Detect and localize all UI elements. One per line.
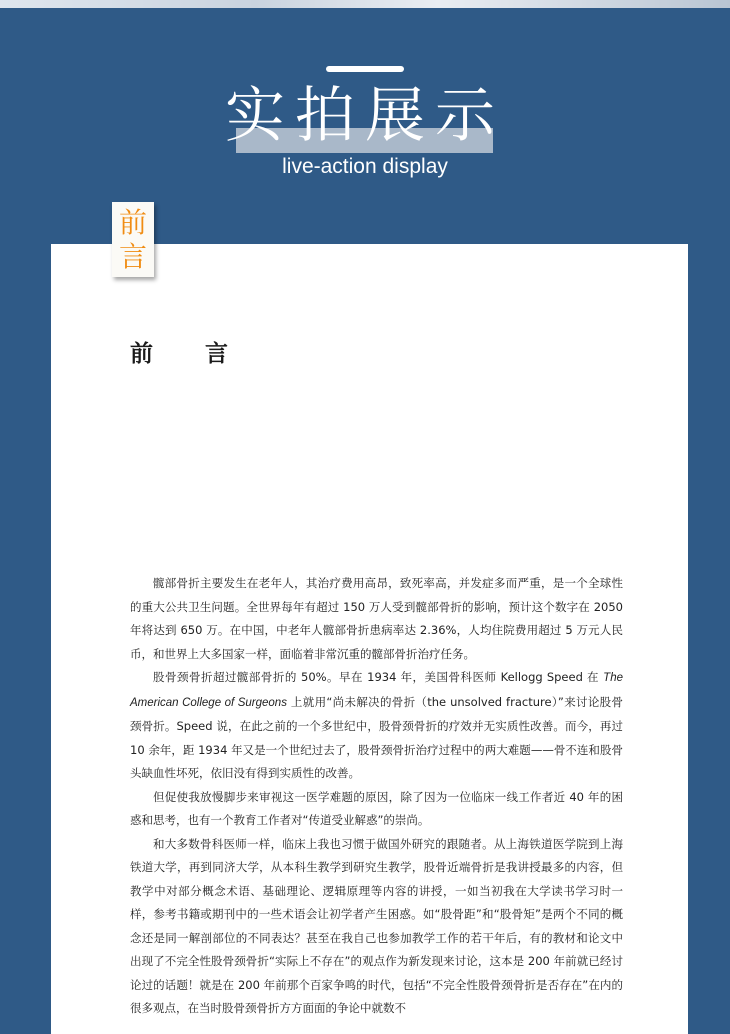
section-title: 实拍展示 <box>225 81 505 151</box>
section-subtitle: live-action display <box>282 155 448 178</box>
paragraph-1: 髋部骨折主要发生在老年人，其治疗费用高昂，致死率高，并发症多而严重，是一个全球性的重大公共卫生问题。全世界每年有超过 150 万人受到髋部骨折的影响，预计这个数字在 2050 年将达到 650 万。在中国，中老年人髋部骨折患病率达 2.36%，人均住院费用超过 5 万元人民币，和世界上大多国家一样，面临着非常沉重的髋部骨折治疗任务。 <box>130 576 623 661</box>
paragraph-2-after: 上就用“尚未解决的骨折（the unsolved fracture）”来讨论股骨颈骨折。Speed 说，在此之前的一个多世纪中，股骨颈骨折的疗效并无实质性改善。而今，再过 10 余年，距 1934 年又是一个世纪过去了，股骨颈骨折治疗过程中的两大难题——骨不连和股骨头缺血性坏死，依旧没有得到实质性的改善。 <box>130 694 623 780</box>
document-body <box>130 572 623 1021</box>
paragraph-2 <box>130 666 623 786</box>
preface-tag-char-1: 前 <box>118 205 147 239</box>
preface-tag-char-2: 言 <box>118 239 147 273</box>
preface-tag <box>112 202 154 277</box>
paragraph-2-before: 股骨颈骨折超过髋部骨折的 50%。早在 1934 年，美国骨科医师 Kellogg Speed 在 <box>153 670 604 684</box>
paragraph-4: 和大多数骨科医师一样，临床上我也习惯于做国外研究的跟随者。从上海铁道医学院到上海铁道大学，再到同济大学，从本科生教学到研究生教学，股骨近端骨折是我讲授最多的内容，但教学中对部分概念术语、基础理论、逻辑原理等内容的讲授，一如当初我在大学读书学习时一样，参考书籍或期刊中的一些术语会让初学者产生困惑。如“股骨距”和“股骨矩”是两个不同的概念还是同一解剖部位的不同表达？甚至在我自己也参加教学工作的若干年后，有的教材和论文中出现了不完全性股骨颈骨折“实际上不存在”的观点作为新发现来讨论，这本是 200 年前就已经讨论过的话题！就是在 200 年前那个百家争鸣的时代，包括“不完全性股骨颈骨折是否存在”在内的很多观点，在当时股骨颈骨折方方面面的争论中就数不 <box>130 836 623 1015</box>
journal-title: The American College of Surgeons <box>130 672 623 709</box>
header-accent-bar <box>326 66 404 72</box>
paragraph-3: 但促使我放慢脚步来审视这一医学难题的原因，除了因为一位临床一线工作者近 40 年的困惑和思考，也有一个教育工作者对“传道受业解惑”的崇尚。 <box>130 789 623 827</box>
top-decorative-strip <box>0 0 730 8</box>
document-heading: 前 言 <box>130 340 251 367</box>
